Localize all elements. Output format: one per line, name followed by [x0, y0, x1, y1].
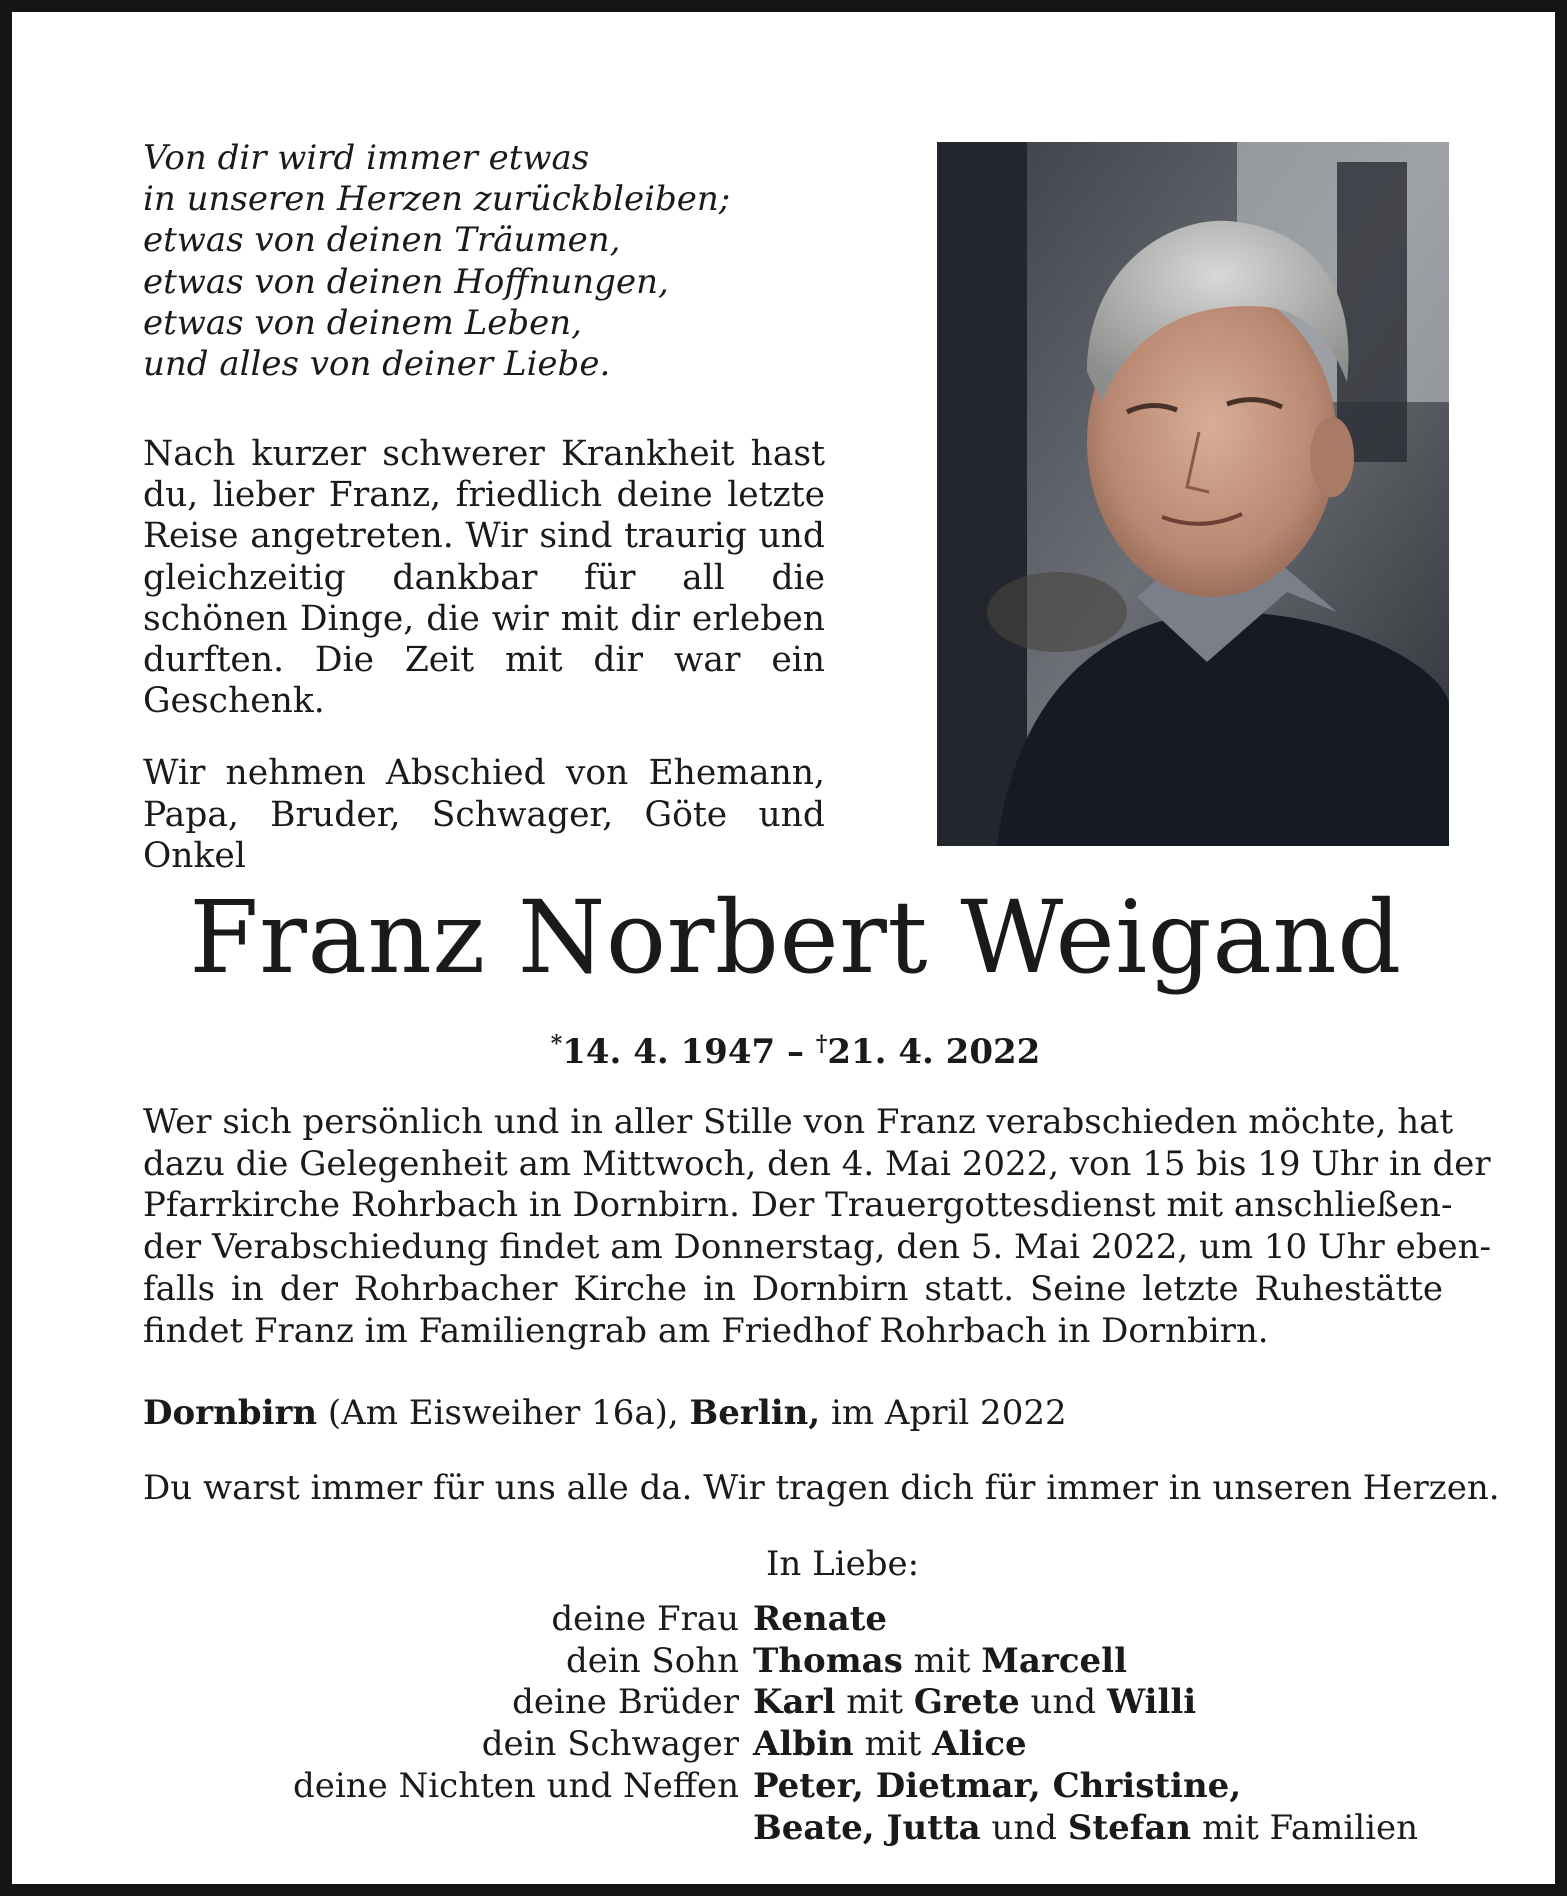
location-city: Berlin, [689, 1393, 821, 1433]
mourner-row [143, 1766, 1463, 1808]
life-dates [12, 1019, 1567, 1077]
connector: mit Familien [1191, 1807, 1418, 1848]
intro-text [143, 434, 825, 908]
deceased-name: Franz Norbert Weigand [189, 879, 1402, 996]
mourner-name: Grete [913, 1682, 1020, 1723]
connector: und [1019, 1682, 1107, 1723]
poem-line: und alles von deiner Liebe. [143, 344, 611, 385]
poem-line: etwas von deinem Leben, [143, 302, 582, 343]
closing-line: Du warst immer für uns alle da. Wir tragen dich für immer in unseren Herzen. [143, 1468, 1500, 1508]
mourner-name: Renate [753, 1599, 887, 1639]
ceremony-line: findet Franz im Familiengrab am Friedhof Rohrbach in Dornbirn. [143, 1310, 1269, 1351]
mourner-row [143, 1599, 1463, 1641]
mourner-name: Willi [1106, 1682, 1197, 1723]
signoff: In Liebe: [766, 1544, 920, 1584]
ceremony-line: Pfarrkirche Rohrbach in Dornbirn. Der Trauergottesdienst mit anschließen- [143, 1185, 1453, 1226]
mourner-name: Thomas [753, 1640, 903, 1681]
connector: mit [853, 1724, 933, 1765]
ceremony-details [143, 1102, 1491, 1352]
mourner-row [143, 1724, 1463, 1766]
poem-line: Von dir wird immer etwas [143, 138, 590, 178]
mourner-name: Marcell [981, 1640, 1128, 1681]
mourner-name: Beate, Jutta [753, 1807, 981, 1848]
poem-line: etwas von deinen Hoffnungen, [143, 261, 669, 302]
death-date: 21. 4. 2022 [827, 1032, 1041, 1072]
mourner-row [143, 1641, 1463, 1683]
ceremony-line: Wer sich persönlich und in aller Stille von Franz verabschieden möchte, hat [143, 1102, 1454, 1142]
mourner-name: Stefan [1067, 1807, 1192, 1848]
connector: und [980, 1807, 1068, 1848]
relation-label: deine Nichten und Neffen [292, 1765, 739, 1806]
mourner-row [143, 1808, 1463, 1850]
mourner-name: Peter, Dietmar, Christine, [753, 1765, 1242, 1806]
connector: mit [835, 1682, 914, 1723]
mourner-name: Albin [753, 1724, 854, 1765]
location-address: (Am Eisweiher 16a), [317, 1393, 690, 1433]
birth-symbol: * [550, 1031, 563, 1057]
portrait-photo [937, 142, 1449, 846]
poem-line: etwas von deinen Träumen, [143, 220, 621, 261]
location-line [143, 1392, 1067, 1434]
relation-label: dein Schwager [481, 1724, 739, 1765]
birth-date: 14. 4. 1947 [562, 1032, 776, 1072]
intro-paragraph: Nach kurzer schwerer Krankheit hast du, lieber Franz, friedlich deine letzte Reise angetreten. Wir sind traurig und gleichzeitig dankbar für all die schönen Dinge, die wir mit dir erleben durften. Die Zeit mit dir war ein Geschenk. [143, 434, 825, 722]
poem-line: in unseren Herzen zurückbleiben; [143, 179, 731, 220]
portrait-illustration [937, 142, 1449, 846]
mourner-row [143, 1682, 1463, 1724]
connector: mit [902, 1640, 982, 1681]
relation-label: dein Sohn [565, 1640, 739, 1681]
location-date: im April 2022 [820, 1393, 1067, 1433]
death-symbol: † [815, 1031, 828, 1057]
mourner-name: Alice [932, 1724, 1027, 1765]
ceremony-line: der Verabschiedung findet am Donnerstag, den 5. Mai 2022, um 10 Uhr eben- [143, 1227, 1491, 1268]
mourner-name: Karl [753, 1682, 836, 1723]
poem [143, 138, 843, 385]
date-separator: – [775, 1032, 816, 1072]
location-city: Dornbirn [143, 1393, 318, 1433]
relation-label: deine Brüder [512, 1682, 739, 1723]
ceremony-line: falls in der Rohrbacher Kirche in Dornbirn statt. Seine letzte Ruhestätte [143, 1268, 1443, 1309]
ceremony-line: dazu die Gelegenheit am Mittwoch, den 4. Mai 2022, von 15 bis 19 Uhr in der [143, 1143, 1491, 1184]
farewell-paragraph: Wir nehmen Abschied von Ehemann, Papa, Bruder, Schwager, Göte und Onkel [143, 753, 825, 876]
relation-label: deine Frau [551, 1599, 739, 1639]
mourners-list [143, 1599, 1463, 1849]
